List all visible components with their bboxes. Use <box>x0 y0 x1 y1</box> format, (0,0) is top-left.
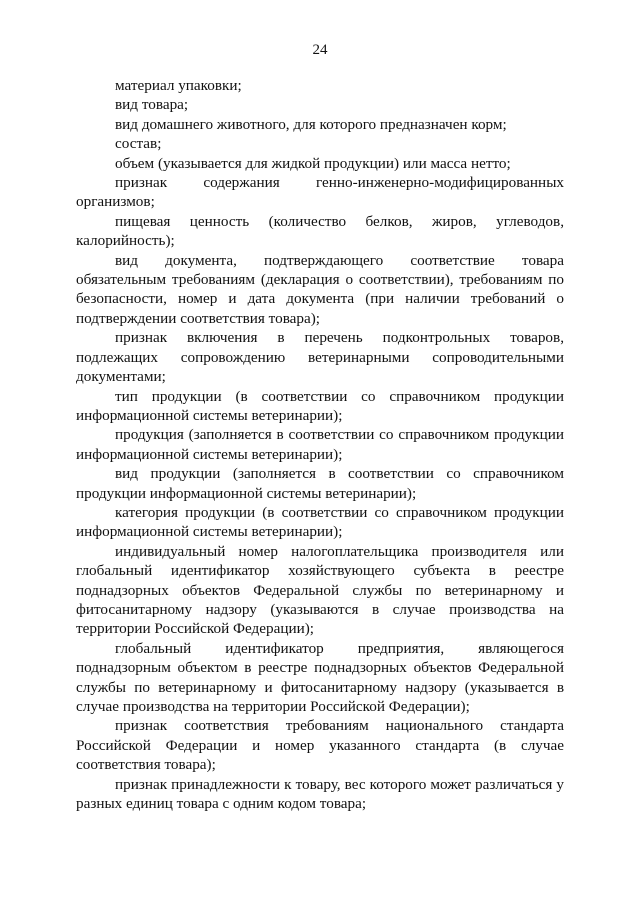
list-item: пищевая ценность (количество белков, жиров, углеводов, калорийность); <box>76 212 564 250</box>
list-item: продукция (заполняется в соответствии со справочником продукции информационной системы ветеринарии); <box>76 426 564 463</box>
list-item: вид товара; <box>115 96 189 114</box>
list-item: тип продукции (в соответствии со справочником продукции информационной системы ветеринарии); <box>76 387 564 424</box>
list-item: глобальный идентификатор предприятия, являющегося поднадзорным объектом в реестре поднадзорных объектов Федеральной службы по ветеринарному и фитосанитарному надзору (указывается в случае производства на территории Российской Федерации); <box>76 639 564 715</box>
list-item: признак принадлежности к товару, вес которого может различаться у разных единиц товара с одним кодом товара; <box>76 775 564 813</box>
list-item: объем (указывается для жидкой продукции) или масса нетто; <box>115 154 511 172</box>
list-item: признак соответствия требованиям национального стандарта Российской Федерации и номер указанного стандарта (в случае соответствия товара); <box>76 717 564 774</box>
list-item: категория продукции (в соответствии со справочником продукции информационной системы ветеринарии); <box>76 503 564 541</box>
page-number: 24 <box>312 42 328 58</box>
list-item: состав; <box>115 135 162 153</box>
list-item: вид продукции (заполняется в соответствии со справочником продукции информационной системы ветеринарии); <box>76 465 564 502</box>
document-body <box>76 76 564 813</box>
list-item: вид домашнего животного, для которого предназначен корм; <box>115 115 507 133</box>
list-item: индивидуальный номер налогоплательщика производителя или глобальный идентификатор хозяйствующего субъекта в реестре поднадзорных объектов Федеральной службы по ветеринарному и фитосанитарному надзору (указываются в случае производства на территории Российской Федерации); <box>76 542 564 638</box>
list-item: вид документа, подтверждающего соответствие товара обязательным требованиям (декларация о соответствии), требованиям по безопасности, номер и дата документа (при наличии требований о подтверждении соответствия товара); <box>76 251 564 327</box>
list-item: признак включения в перечень подконтрольных товаров, подлежащих сопровождению ветеринарными сопроводительными документами; <box>76 329 564 386</box>
list-item: признак содержания генно-инженерно-модифицированных организмов; <box>76 174 564 211</box>
list-item: материал упаковки; <box>115 77 242 94</box>
